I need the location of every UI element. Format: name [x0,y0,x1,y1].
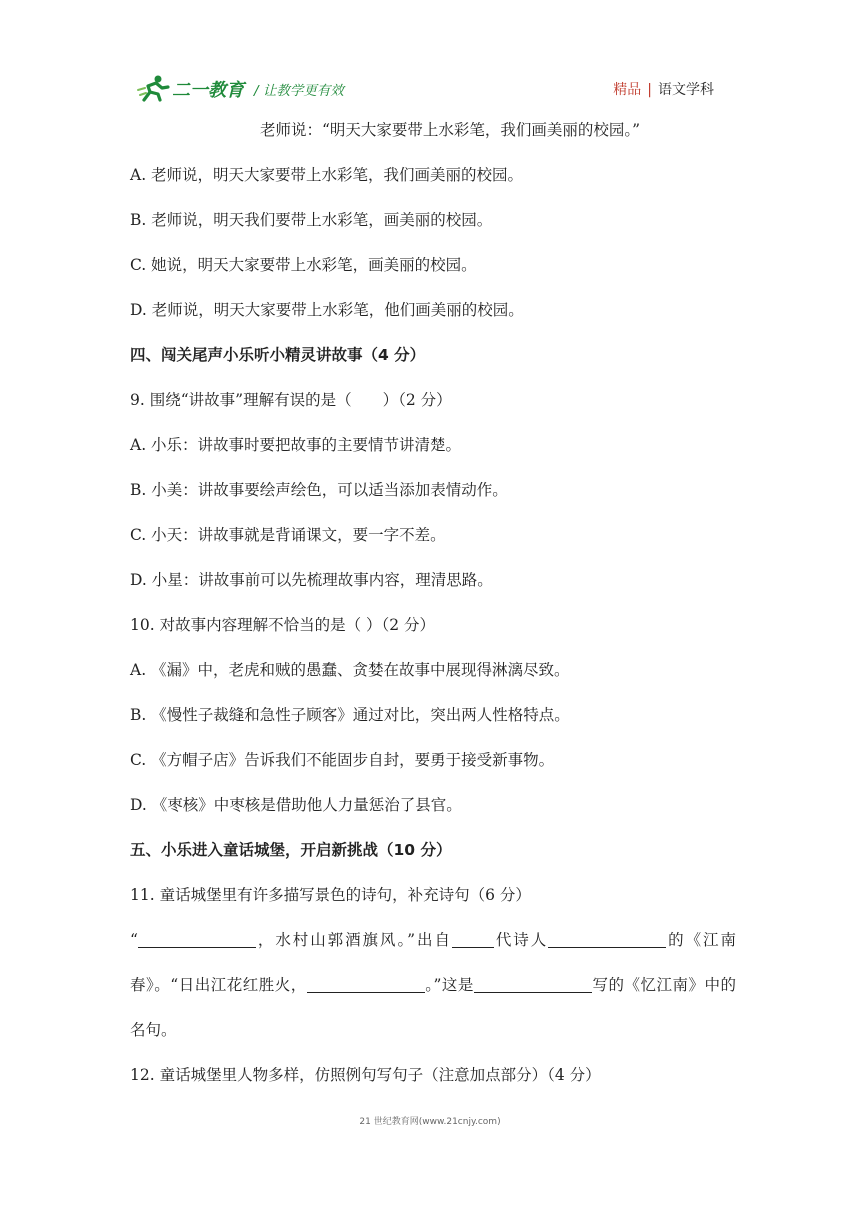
answer-blank-1[interactable] [138,929,256,948]
q9-option-b: B. 小美：讲故事要绘声绘色，可以适当添加表情动作。 [130,481,508,499]
q10-option-a: A. 《漏》中，老虎和贼的愚蠢、贪婪在故事中展现得淋漓尽致。 [130,661,570,679]
page-footer: 21 世纪教育网(www.21cnjy.com) [359,1117,501,1127]
page-header [134,74,724,104]
section-4-heading: 四、闯关尾声小乐听小精灵讲故事（4 分） [130,346,426,364]
q11-text-3: 代诗人 [493,931,549,949]
answer-blank-5[interactable] [474,974,592,993]
q9-option-d: D. 小星：讲故事前可以先梳理故事内容，理清思路。 [130,571,493,589]
header-right [613,79,714,99]
quality-badge: 精品 [613,82,642,98]
answer-blank-4[interactable] [307,974,425,993]
header-separator: | [647,82,652,98]
logo [136,74,246,102]
runner-logo-icon [136,74,172,102]
q11-text-6: 写的《忆江南》中的名句。 [130,976,736,1039]
q11-text-4: 的《江南春》。“日出江花红胜火， [130,931,736,994]
question-9: 9. 围绕“讲故事”理解有误的是（ ）（2 分） [130,391,452,409]
answer-blank-3[interactable] [548,929,666,948]
q8-option-d: D. 老师说，明天大家要带上水彩笔，他们画美丽的校园。 [130,301,524,319]
q10-option-b: B. 《慢性子裁缝和急性子顾客》通过对比，突出两人性格特点。 [130,706,570,724]
q8-option-a: A. 老师说，明天大家要带上水彩笔，我们画美丽的校园。 [130,166,524,184]
question-10: 10. 对故事内容理解不恰当的是（ ）（2 分） [130,616,436,634]
answer-blank-2[interactable] [452,929,494,948]
q9-option-c: C. 小天：讲故事就是背诵课文，要一字不差。 [130,526,446,544]
q9-option-a: A. 小乐：讲故事时要把故事的主要情节讲清楚。 [130,436,462,454]
q10-option-c: C. 《方帽子店》告诉我们不能固步自封，要勇于接受新事物。 [130,751,555,769]
question-11: 11. 童话城堡里有许多描写景色的诗句，补充诗句（6 分） [130,886,531,904]
q11-text-5: 。”这是 [424,976,474,994]
question-12: 12. 童话城堡里人物多样，仿照例句写句子（注意加点部分）（4 分） [130,1066,601,1084]
section-5-heading: 五、小乐进入童话城堡，开启新挑战（10 分） [130,841,452,859]
slogan: / 让教学更有效 [254,83,344,99]
q11-text-1: “ [130,931,138,949]
q8-option-b: B. 老师说，明天我们要带上水彩笔，画美丽的校园。 [130,211,493,229]
example-quote: 老师说：“明天大家要带上水彩笔，我们画美丽的校园。” [260,121,641,139]
subject-label: 语文学科 [658,82,714,98]
q11-fill-in-paragraph [130,918,736,1053]
q8-option-c: C. 她说，明天大家要带上水彩笔，画美丽的校园。 [130,256,477,274]
document-body [130,108,736,1098]
q10-option-d: D. 《枣核》中枣核是借助他人力量惩治了县官。 [130,796,462,814]
q11-text-2: ，水村山郭酒旗风。”出自 [255,931,452,949]
logo-text: 二一教育 [172,80,244,101]
